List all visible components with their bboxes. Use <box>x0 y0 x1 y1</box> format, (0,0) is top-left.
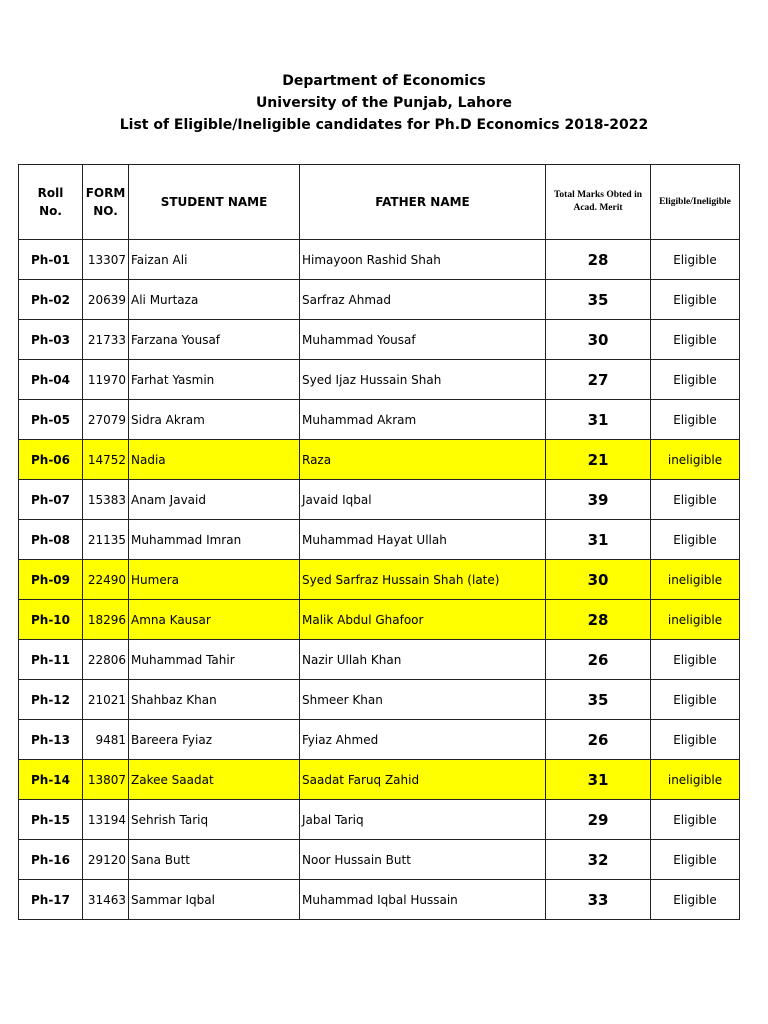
roll-no-cell: Ph-16 <box>19 840 83 880</box>
student-name-header: STUDENT NAME <box>129 165 300 240</box>
form-header-line2: NO. <box>93 204 118 218</box>
total-marks-cell: 39 <box>546 480 651 520</box>
eligibility-cell: ineligible <box>651 560 740 600</box>
roll-no-cell: Ph-06 <box>19 440 83 480</box>
father-name-cell: Sarfraz Ahmad <box>300 280 546 320</box>
student-name-cell: Muhammad Imran <box>129 520 300 560</box>
student-name-cell: Humera <box>129 560 300 600</box>
father-name-cell: Syed Ijaz Hussain Shah <box>300 360 546 400</box>
table-row <box>19 240 740 280</box>
form-no-cell: 21021 <box>83 680 129 720</box>
page-header <box>0 70 768 136</box>
roll-no-cell: Ph-02 <box>19 280 83 320</box>
eligibility-cell: Eligible <box>651 320 740 360</box>
table-row <box>19 880 740 920</box>
student-name-cell: Shahbaz Khan <box>129 680 300 720</box>
table-row <box>19 280 740 320</box>
father-name-cell: Saadat Faruq Zahid <box>300 760 546 800</box>
table-row <box>19 640 740 680</box>
total-marks-cell: 31 <box>546 760 651 800</box>
roll-header-line2: No. <box>39 204 62 218</box>
father-name-cell: Shmeer Khan <box>300 680 546 720</box>
total-marks-header: Total Marks Obted in Acad. Merit <box>546 165 651 240</box>
eligibility-cell: Eligible <box>651 880 740 920</box>
father-name-cell: Muhammad Yousaf <box>300 320 546 360</box>
form-no-cell: 13307 <box>83 240 129 280</box>
father-name-header: FATHER NAME <box>300 165 546 240</box>
roll-no-cell: Ph-07 <box>19 480 83 520</box>
form-no-cell: 14752 <box>83 440 129 480</box>
eligibility-cell: Eligible <box>651 520 740 560</box>
form-no-cell: 21733 <box>83 320 129 360</box>
form-no-cell: 22806 <box>83 640 129 680</box>
form-no-cell: 29120 <box>83 840 129 880</box>
father-name-cell: Muhammad Akram <box>300 400 546 440</box>
table-header-row <box>19 165 740 240</box>
father-name-cell: Malik Abdul Ghafoor <box>300 600 546 640</box>
father-name-cell: Fyiaz Ahmed <box>300 720 546 760</box>
total-marks-cell: 21 <box>546 440 651 480</box>
table-row <box>19 480 740 520</box>
form-no-cell: 15383 <box>83 480 129 520</box>
student-name-cell: Nadia <box>129 440 300 480</box>
father-name-cell: Syed Sarfraz Hussain Shah (late) <box>300 560 546 600</box>
roll-no-cell: Ph-08 <box>19 520 83 560</box>
father-name-cell: Muhammad Hayat Ullah <box>300 520 546 560</box>
student-name-cell: Bareera Fyiaz <box>129 720 300 760</box>
total-marks-cell: 28 <box>546 600 651 640</box>
total-marks-cell: 27 <box>546 360 651 400</box>
father-name-cell: Nazir Ullah Khan <box>300 640 546 680</box>
eligibility-cell: Eligible <box>651 400 740 440</box>
roll-no-cell: Ph-11 <box>19 640 83 680</box>
total-marks-cell: 26 <box>546 640 651 680</box>
eligibility-cell: ineligible <box>651 600 740 640</box>
total-marks-cell: 29 <box>546 800 651 840</box>
form-no-cell: 21135 <box>83 520 129 560</box>
table-row <box>19 720 740 760</box>
roll-no-cell: Ph-10 <box>19 600 83 640</box>
eligibility-header: Eligible/Ineligible <box>651 165 740 240</box>
eligibility-cell: Eligible <box>651 360 740 400</box>
father-name-cell: Muhammad Iqbal Hussain <box>300 880 546 920</box>
father-name-cell: Himayoon Rashid Shah <box>300 240 546 280</box>
roll-no-cell: Ph-17 <box>19 880 83 920</box>
roll-no-cell: Ph-14 <box>19 760 83 800</box>
eligibility-cell: Eligible <box>651 240 740 280</box>
student-name-cell: Sehrish Tariq <box>129 800 300 840</box>
total-marks-cell: 30 <box>546 560 651 600</box>
total-marks-cell: 31 <box>546 400 651 440</box>
table-row <box>19 440 740 480</box>
form-no-header <box>83 165 129 240</box>
eligibility-cell: Eligible <box>651 720 740 760</box>
roll-no-header <box>19 165 83 240</box>
roll-no-cell: Ph-04 <box>19 360 83 400</box>
total-marks-cell: 28 <box>546 240 651 280</box>
table-row <box>19 600 740 640</box>
eligibility-cell: Eligible <box>651 480 740 520</box>
father-name-cell: Jabal Tariq <box>300 800 546 840</box>
student-name-cell: Farhat Yasmin <box>129 360 300 400</box>
student-name-cell: Faizan Ali <box>129 240 300 280</box>
table-body <box>19 240 740 920</box>
table-row <box>19 520 740 560</box>
candidates-table <box>18 164 740 920</box>
form-no-cell: 27079 <box>83 400 129 440</box>
form-no-cell: 11970 <box>83 360 129 400</box>
university-title: University of the Punjab, Lahore <box>255 95 513 111</box>
total-marks-cell: 32 <box>546 840 651 880</box>
table-row <box>19 560 740 600</box>
table-row <box>19 800 740 840</box>
total-marks-cell: 35 <box>546 680 651 720</box>
eligibility-cell: Eligible <box>651 800 740 840</box>
student-name-cell: Ali Murtaza <box>129 280 300 320</box>
total-marks-cell: 30 <box>546 320 651 360</box>
form-header-line1: FORM <box>85 186 126 200</box>
roll-no-cell: Ph-15 <box>19 800 83 840</box>
eligibility-cell: Eligible <box>651 840 740 880</box>
department-title: Department of Economics <box>282 73 486 89</box>
form-no-cell: 22490 <box>83 560 129 600</box>
table-row <box>19 400 740 440</box>
roll-no-cell: Ph-05 <box>19 400 83 440</box>
total-marks-cell: 35 <box>546 280 651 320</box>
eligibility-cell: ineligible <box>651 440 740 480</box>
table-row <box>19 680 740 720</box>
form-no-cell: 9481 <box>83 720 129 760</box>
student-name-cell: Zakee Saadat <box>129 760 300 800</box>
student-name-cell: Farzana Yousaf <box>129 320 300 360</box>
total-marks-cell: 26 <box>546 720 651 760</box>
roll-no-cell: Ph-12 <box>19 680 83 720</box>
list-title: List of Eligible/Ineligible candidates for Ph.D Economics 2018-2022 <box>119 117 649 133</box>
total-marks-cell: 31 <box>546 520 651 560</box>
eligibility-cell: Eligible <box>651 280 740 320</box>
roll-no-cell: Ph-09 <box>19 560 83 600</box>
father-name-cell: Raza <box>300 440 546 480</box>
roll-header-line1: Roll <box>37 186 64 200</box>
table-row <box>19 360 740 400</box>
student-name-cell: Sana Butt <box>129 840 300 880</box>
eligibility-cell: ineligible <box>651 760 740 800</box>
form-no-cell: 18296 <box>83 600 129 640</box>
student-name-cell: Sidra Akram <box>129 400 300 440</box>
table-row <box>19 760 740 800</box>
form-no-cell: 13807 <box>83 760 129 800</box>
father-name-cell: Javaid Iqbal <box>300 480 546 520</box>
form-no-cell: 13194 <box>83 800 129 840</box>
student-name-cell: Amna Kausar <box>129 600 300 640</box>
student-name-cell: Anam Javaid <box>129 480 300 520</box>
eligibility-cell: Eligible <box>651 680 740 720</box>
roll-no-cell: Ph-01 <box>19 240 83 280</box>
student-name-cell: Sammar Iqbal <box>129 880 300 920</box>
father-name-cell: Noor Hussain Butt <box>300 840 546 880</box>
total-marks-cell: 33 <box>546 880 651 920</box>
roll-no-cell: Ph-13 <box>19 720 83 760</box>
form-no-cell: 20639 <box>83 280 129 320</box>
table-row <box>19 840 740 880</box>
eligibility-cell: Eligible <box>651 640 740 680</box>
roll-no-cell: Ph-03 <box>19 320 83 360</box>
student-name-cell: Muhammad Tahir <box>129 640 300 680</box>
table-row <box>19 320 740 360</box>
form-no-cell: 31463 <box>83 880 129 920</box>
